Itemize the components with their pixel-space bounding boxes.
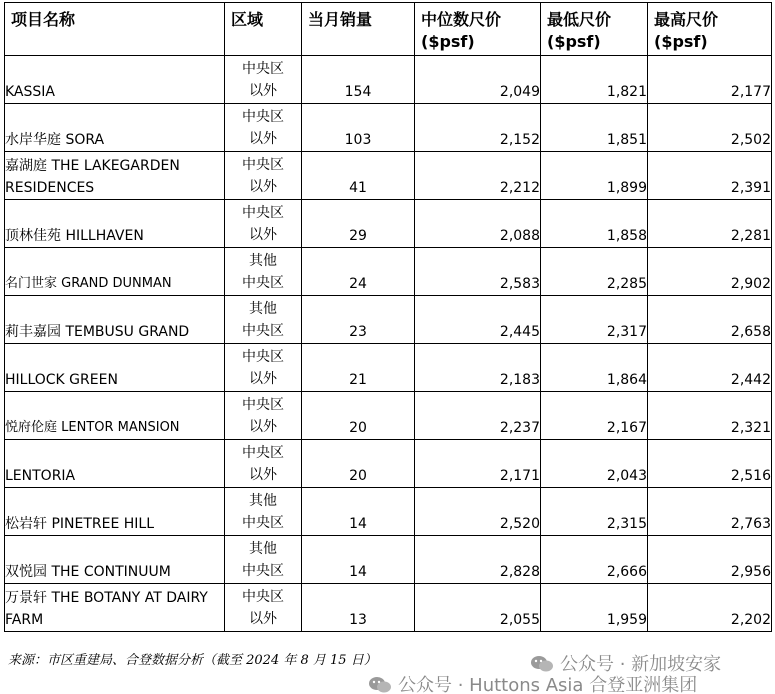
- region-line-2: 中央区: [242, 562, 284, 579]
- project-name-cell: 顶林佳苑 HILLHAVEN: [5, 200, 225, 248]
- wechat-icon: [368, 676, 392, 694]
- region-cell: [225, 392, 302, 440]
- table-row: [5, 584, 772, 632]
- project-name-cell: LENTORIA: [5, 440, 225, 488]
- region-cell: [225, 56, 302, 104]
- table-row: [5, 392, 772, 440]
- median-psf-cell: 2,055: [415, 584, 541, 632]
- table-header-row: [5, 3, 772, 56]
- region-line-2: 以外: [249, 226, 277, 243]
- region-cell: [225, 200, 302, 248]
- max-psf-cell: 2,502: [648, 104, 772, 152]
- max-psf-cell: 2,956: [648, 536, 772, 584]
- min-psf-cell: 2,317: [541, 296, 648, 344]
- monthly-sales-cell: 13: [302, 584, 415, 632]
- median-psf-cell: 2,828: [415, 536, 541, 584]
- region-line-1: 其他: [249, 252, 277, 269]
- median-psf-cell: 2,237: [415, 392, 541, 440]
- min-psf-cell: 2,315: [541, 488, 648, 536]
- project-name-cell: 松岩轩 PINETREE HILL: [5, 488, 225, 536]
- table-row: [5, 104, 772, 152]
- header-project-name: 项目名称: [5, 3, 225, 56]
- max-psf-cell: 2,177: [648, 56, 772, 104]
- max-psf-cell: 2,763: [648, 488, 772, 536]
- monthly-sales-cell: 21: [302, 344, 415, 392]
- region-line-2: 中央区: [242, 514, 284, 531]
- project-name-cell: 水岸华庭 SORA: [5, 104, 225, 152]
- region-line-2: 中央区: [242, 322, 284, 339]
- region-line-1: 中央区: [242, 108, 284, 125]
- monthly-sales-cell: 24: [302, 248, 415, 296]
- region-line-2: 中央区: [242, 274, 284, 291]
- table-row: [5, 56, 772, 104]
- region-line-2: 以外: [249, 178, 277, 195]
- monthly-sales-cell: 20: [302, 440, 415, 488]
- min-psf-cell: 1,864: [541, 344, 648, 392]
- table-row: [5, 152, 772, 200]
- region-line-1: 其他: [249, 492, 277, 509]
- region-line-2: 以外: [249, 82, 277, 99]
- monthly-sales-cell: 103: [302, 104, 415, 152]
- region-line-2: 以外: [249, 370, 277, 387]
- region-cell: [225, 440, 302, 488]
- source-note: 来源：市区重建局、合登数据分析（截至 2024 年 8 月 15 日）: [8, 653, 377, 668]
- table-row: [5, 488, 772, 536]
- region-cell: [225, 488, 302, 536]
- min-psf-cell: 1,899: [541, 152, 648, 200]
- region-cell: [225, 152, 302, 200]
- max-psf-cell: 2,442: [648, 344, 772, 392]
- min-psf-cell: 1,858: [541, 200, 648, 248]
- watermark-line-1: 公众号 · 新加坡安家: [530, 650, 721, 676]
- region-cell: [225, 344, 302, 392]
- monthly-sales-cell: 14: [302, 488, 415, 536]
- header-monthly-sales: 当月销量: [302, 3, 415, 56]
- region-line-1: 其他: [249, 300, 277, 317]
- max-psf-cell: 2,321: [648, 392, 772, 440]
- median-psf-cell: 2,583: [415, 248, 541, 296]
- median-psf-cell: 2,049: [415, 56, 541, 104]
- header-median-psf: 中位数尺价 ($psf): [415, 3, 541, 56]
- region-line-1: 中央区: [242, 588, 284, 605]
- region-line-2: 以外: [249, 130, 277, 147]
- project-name-cell: HILLOCK GREEN: [5, 344, 225, 392]
- region-line-1: 中央区: [242, 60, 284, 77]
- monthly-sales-cell: 14: [302, 536, 415, 584]
- median-psf-cell: 2,171: [415, 440, 541, 488]
- header-max-psf: 最高尺价 ($psf): [648, 3, 772, 56]
- min-psf-cell: 1,959: [541, 584, 648, 632]
- min-psf-cell: 2,666: [541, 536, 648, 584]
- region-cell: [225, 248, 302, 296]
- min-psf-cell: 2,043: [541, 440, 648, 488]
- min-psf-cell: 2,167: [541, 392, 648, 440]
- min-psf-cell: 1,821: [541, 56, 648, 104]
- region-cell: [225, 584, 302, 632]
- monthly-sales-cell: 29: [302, 200, 415, 248]
- min-psf-cell: 2,285: [541, 248, 648, 296]
- max-psf-cell: 2,658: [648, 296, 772, 344]
- region-cell: [225, 104, 302, 152]
- median-psf-cell: 2,183: [415, 344, 541, 392]
- project-name-cell: 名门世家 GRAND DUNMAN: [5, 248, 225, 296]
- table-row: [5, 248, 772, 296]
- project-name-cell: 嘉湖庭 THE LAKEGARDEN RESIDENCES: [5, 152, 225, 200]
- region-line-2: 以外: [249, 418, 277, 435]
- max-psf-cell: 2,902: [648, 248, 772, 296]
- median-psf-cell: 2,152: [415, 104, 541, 152]
- sales-table: [4, 2, 772, 632]
- region-line-1: 中央区: [242, 396, 284, 413]
- watermark-line-2: 公众号 · Huttons Asia 合登亚洲集团: [368, 671, 697, 694]
- region-line-1: 中央区: [242, 204, 284, 221]
- table-row: [5, 296, 772, 344]
- table-row: [5, 536, 772, 584]
- header-min-psf: 最低尺价 ($psf): [541, 3, 648, 56]
- region-line-1: 中央区: [242, 444, 284, 461]
- header-region: 区域: [225, 3, 302, 56]
- table-row: [5, 344, 772, 392]
- table-body: [5, 56, 772, 632]
- region-line-2: 以外: [249, 466, 277, 483]
- max-psf-cell: 2,202: [648, 584, 772, 632]
- project-name-cell: 悦府伦庭 LENTOR MANSION: [5, 392, 225, 440]
- median-psf-cell: 2,445: [415, 296, 541, 344]
- region-line-1: 其他: [249, 540, 277, 557]
- median-psf-cell: 2,212: [415, 152, 541, 200]
- table-row: [5, 200, 772, 248]
- monthly-sales-cell: 41: [302, 152, 415, 200]
- min-psf-cell: 1,851: [541, 104, 648, 152]
- region-line-2: 以外: [249, 610, 277, 627]
- monthly-sales-cell: 154: [302, 56, 415, 104]
- max-psf-cell: 2,391: [648, 152, 772, 200]
- monthly-sales-cell: 23: [302, 296, 415, 344]
- region-cell: [225, 536, 302, 584]
- project-name-cell: 双悦园 THE CONTINUUM: [5, 536, 225, 584]
- max-psf-cell: 2,281: [648, 200, 772, 248]
- monthly-sales-cell: 20: [302, 392, 415, 440]
- table-row: [5, 440, 772, 488]
- region-line-1: 中央区: [242, 156, 284, 173]
- region-line-1: 中央区: [242, 348, 284, 365]
- region-cell: [225, 296, 302, 344]
- median-psf-cell: 2,520: [415, 488, 541, 536]
- median-psf-cell: 2,088: [415, 200, 541, 248]
- project-name-cell: 莉丰嘉园 TEMBUSU GRAND: [5, 296, 225, 344]
- project-name-cell: 万景轩 THE BOTANY AT DAIRY FARM: [5, 584, 225, 632]
- project-name-cell: KASSIA: [5, 56, 225, 104]
- max-psf-cell: 2,516: [648, 440, 772, 488]
